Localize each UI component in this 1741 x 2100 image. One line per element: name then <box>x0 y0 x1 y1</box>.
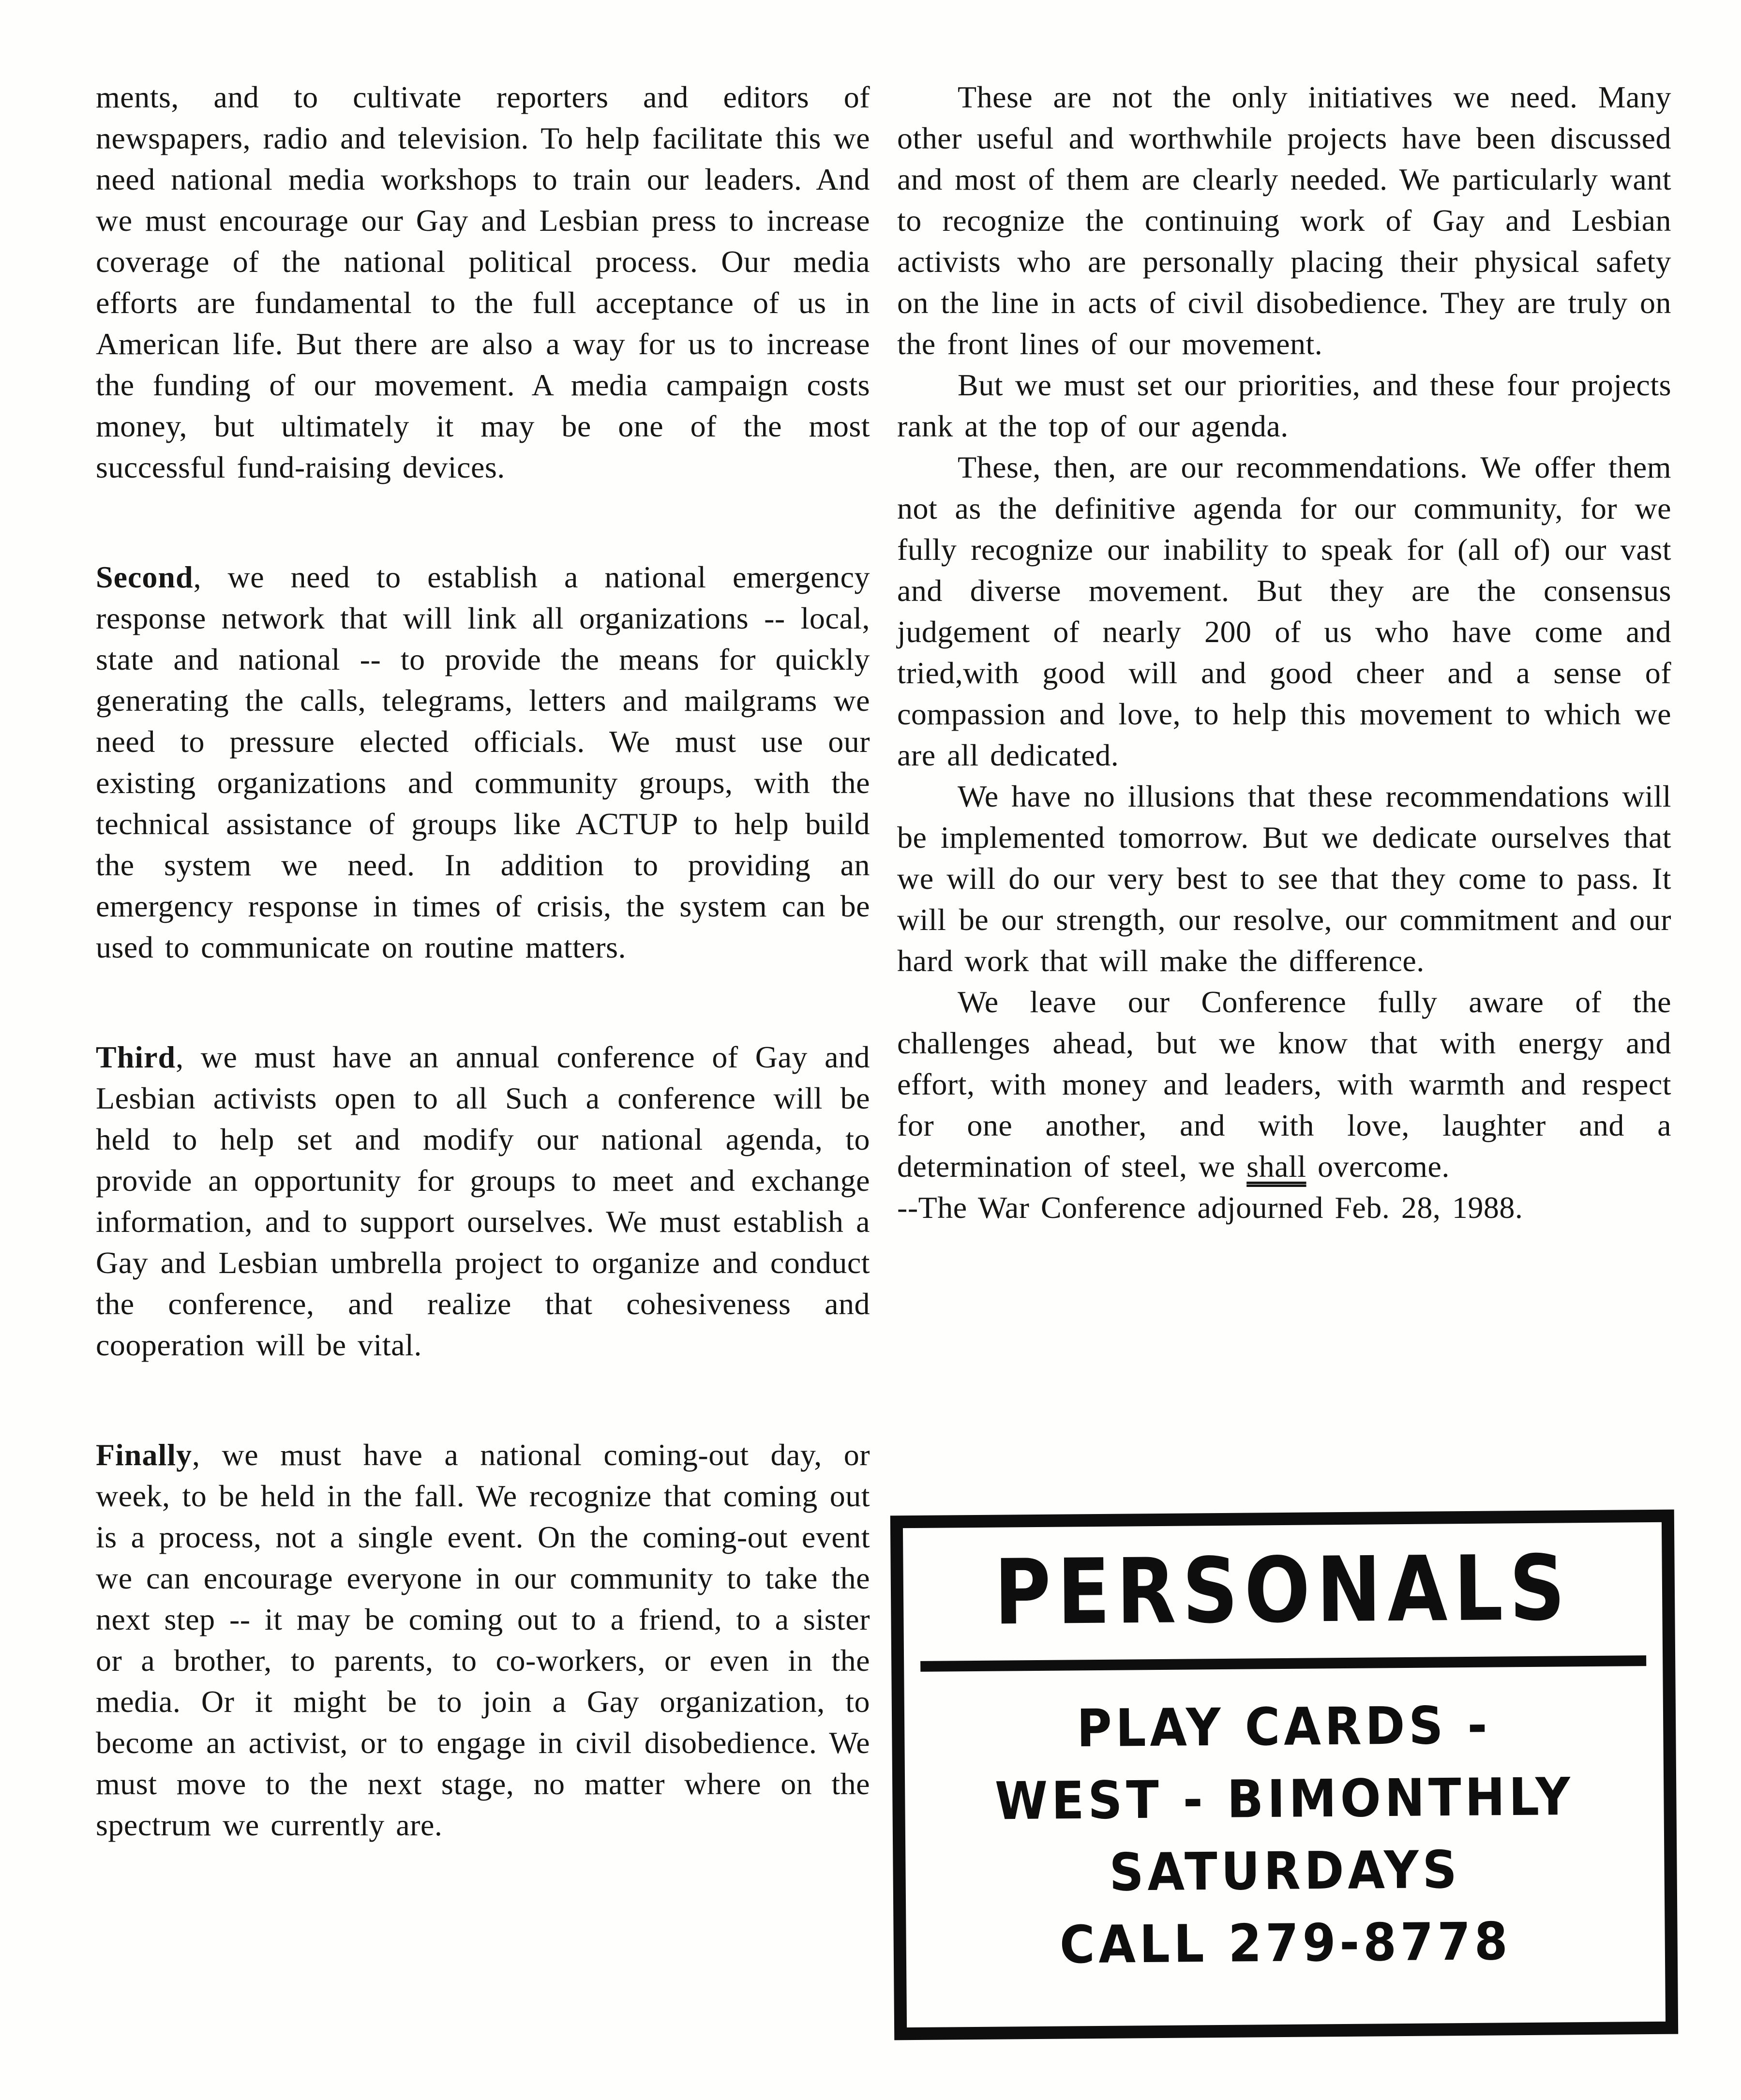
personals-ad-body <box>904 1688 1666 1982</box>
paragraph-text: , we must have an annual conference of Gay and Lesbian activists open to all Such a conference will be held to help set and modify our national agenda, to provide an opportunity for groups to meet and exchange information, and to support ourselves. We must establish a Gay and Lesbian umbrella project to organize and conduct the conference, and realize that cohesiveness and cooperation will be vital. <box>96 1040 870 1362</box>
ad-line-west-bimonthly: WEST - BIMONTHLY <box>994 1767 1575 1832</box>
paragraph-text: overcome. <box>1306 1149 1450 1184</box>
left-column <box>96 76 870 1845</box>
paragraph-text: , we must have a national coming-out day, or week, to be held in the fall. We recognize that coming out is a process, not a single event. On the coming-out event we can encourage everyone in our community to take the next step -- it may be coming out to a friend, to a sister or a brother, to parents, to co-workers, or even in the media. Or it might be to join a Gay organization, to become an activist, or to engage in civil disobedience. We must move to the next stage, no matter where on the spectrum we currently are. <box>96 1438 870 1842</box>
personals-ad-divider <box>920 1655 1646 1672</box>
paragraph-text: , we need to establish a national emergency response network that will link all organizations -- local, state and national -- to provide the means for quickly generating the calls, telegrams, letters and mailgrams we need to pressure elected officials. We must use our existing organizations and community groups, with the technical assistance of groups like ACTUP to help build the system we need. In addition to providing an emergency response in times of crisis, the system can be used to communicate on routine matters. <box>96 560 870 964</box>
paragraph-text: We leave our Conference fully aware of the challenges ahead, but we know that with energy and effort, with money and leaders, with warmth and respect for one another, and with love, laughter and a determination of steel, we <box>897 985 1671 1184</box>
paragraph-priorities: But we must set our priorities, and these four projects rank at the top of our agenda. <box>897 368 1671 443</box>
lead-word-finally: Finally <box>96 1438 193 1472</box>
paragraph-third <box>96 1036 870 1365</box>
ad-line-saturdays: SATURDAYS <box>1109 1840 1461 1903</box>
underlined-word-shall: shall <box>1246 1149 1306 1184</box>
paragraph-media <box>96 76 870 488</box>
paragraph-initiatives: These are not the only initiatives we need. Many other useful and worthwhile projects have been discussed and most of them are clearly needed. We particularly want to recognize the continuing work of Gay and Lesbian activists who are personally placing their physical safety on the line in acts of civil disobedience. They are truly on the front lines of our movement. <box>897 80 1671 361</box>
lead-word-third: Third <box>96 1040 176 1074</box>
paragraph-second <box>96 556 870 968</box>
paragraph-no-illusions: We have no illusions that these recommendations will be implemented tomorrow. But we dedicate ourselves that we will do our very best to see that they come to pass. It will be our strength, our resolve, our commitment and our hard work that will make the difference. <box>897 779 1671 978</box>
personals-ad-box <box>890 1510 1678 2040</box>
paragraph-text: ments, and to cultivate reporters and editors of newspapers, radio and television. To help facilitate this we need national media workshops to train our leaders. And we must encourage our Gay and Lesbian press to increase coverage of the national political process. Our media efforts are fundamental to the full acceptance of us in American life. But there are also a way for us to increase the funding of our movement. A media campaign costs money, but ultimately it may be one of the most successful fund-raising devices. <box>96 80 870 484</box>
right-column <box>897 76 1671 1228</box>
paragraph-we-leave <box>897 981 1671 1187</box>
ad-line-play-cards: PLAY CARDS - <box>1076 1695 1491 1759</box>
paragraph-finally <box>96 1434 870 1845</box>
ad-line-call-phone: CALL 279-8778 <box>1059 1911 1512 1976</box>
paragraph-recommendations: These, then, are our recommendations. We offer them not as the definitive agenda for our community, for we fully recognize our inability to speak for (all of) our vast and diverse movement. But they are the consensus judgement of nearly 200 of us who have come and tried,with good will and good cheer and a sense of compassion and love, to help this movement to which we are all dedicated. <box>897 450 1671 772</box>
lead-word-second: Second <box>96 560 194 594</box>
signoff-line: --The War Conference adjourned Feb. 28, 1988. <box>897 1190 1523 1225</box>
personals-ad-title: PERSONALS <box>993 1535 1572 1645</box>
